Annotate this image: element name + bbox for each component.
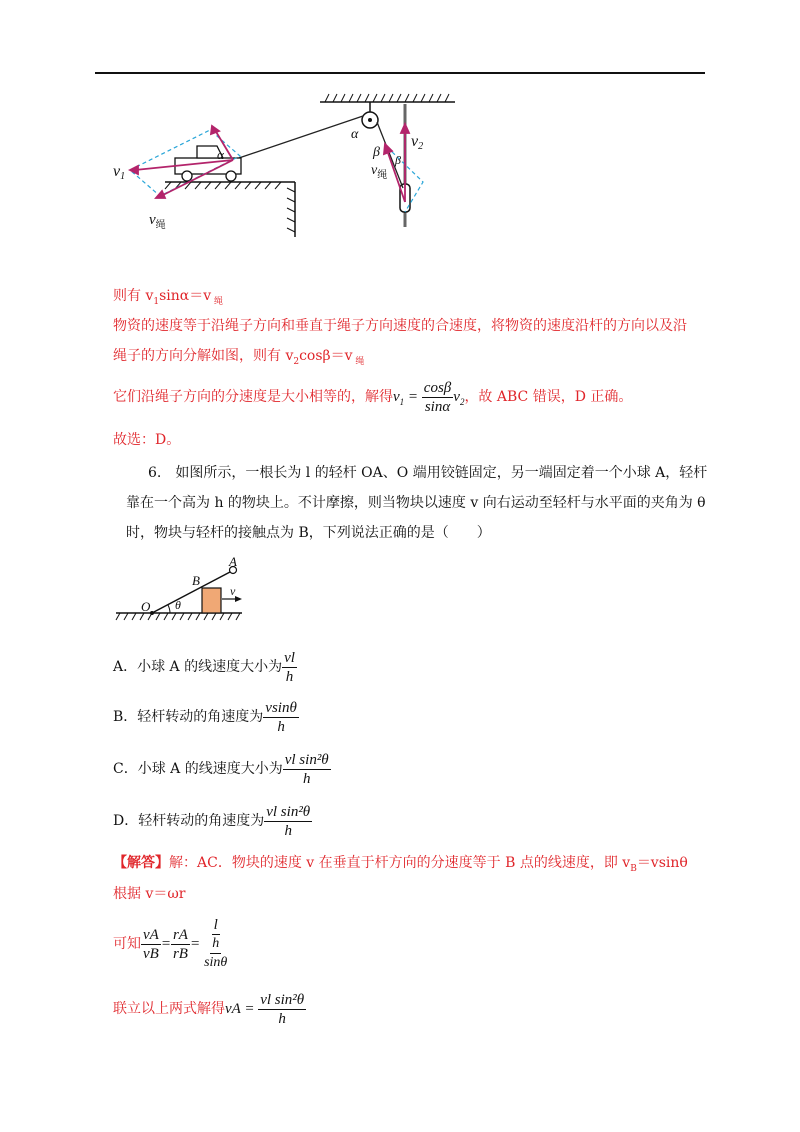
option-a[interactable]: A．小球 A 的线速度大小为 $\frac{vl}{h}$ bbox=[113, 649, 295, 685]
label-B: B bbox=[192, 573, 200, 588]
option-b[interactable]: B．轻杆转动的角速度为 $\frac{vsin\theta}{h}$ bbox=[113, 699, 297, 735]
sol5-line5: 故选：D。 bbox=[113, 432, 181, 448]
answer-line1: 【解答】解：AC．物块的速度 v 在垂直于杆方向的分速度等于 B 点的线速度，即 $v_B=vsin\theta$ bbox=[113, 855, 688, 874]
label-A: A bbox=[229, 555, 237, 569]
label-beta: β bbox=[373, 145, 380, 160]
option-c[interactable]: C．小球 A 的线速度大小为 $\frac{\text{vl sin²θ}}{h}$ bbox=[113, 751, 329, 787]
block bbox=[202, 588, 221, 613]
label-O: O bbox=[141, 599, 151, 614]
label-v2: v2 bbox=[411, 133, 424, 152]
label-alpha-truck: α bbox=[217, 147, 224, 162]
label-v1: v1 bbox=[113, 163, 126, 182]
header-rule bbox=[95, 72, 705, 74]
sol5-line2: 物资的速度等于沿绳子方向和垂直于绳子方向速度的合速度，将物资的速度沿杆的方向以及沿 bbox=[113, 318, 687, 334]
sol5-line3: 绳子的方向分解如图，则有 $v_2\cos\beta=v$ $_绳$ bbox=[113, 348, 365, 367]
label-beta2: β bbox=[395, 153, 401, 167]
label-theta: θ bbox=[175, 598, 181, 612]
label-vrope2: $v_绳$ bbox=[371, 163, 388, 181]
figure-rod-block bbox=[112, 555, 252, 625]
answer-tag: 【解答】 bbox=[113, 855, 169, 871]
q6-line2: 靠在一个高为 h 的物块上。不计摩擦，则当物块以速度 v 向右运动至轻杆与水平面的夹角为 θ bbox=[126, 495, 706, 511]
label-vrope: $v_绳$ bbox=[149, 212, 166, 231]
answer-line3: 可知 $\frac{vA}{vB}$ = $\frac{rA}{rB}$ = $\frac{l}{\frac{h}{\sin\theta}}$ bbox=[113, 917, 228, 970]
label-v: v bbox=[230, 584, 236, 598]
rope bbox=[233, 116, 363, 160]
q6-line1: 6. 如图所示，一根长为 l 的轻杆 OA、O 端用铰链固定，另一端固定着一个小球 A，轻杆 bbox=[148, 465, 708, 481]
sol5-line4: 它们沿绳子方向的分速度是大小相等的，解得$v_1$ = $\frac{\cos\beta}{\sin\alpha}$ $v_2$，故 ABC 错误，D 正确。 bbox=[113, 379, 633, 415]
q6-line3: 时，物块与轻杆的接触点为 B，下列说法正确的是（ ） bbox=[126, 525, 491, 541]
option-d[interactable]: D．轻杆转动的角速度为 $\frac{\text{vl sin²θ}}{h}$ bbox=[113, 803, 311, 839]
figure-truck-pulley bbox=[105, 92, 465, 242]
answer-line2: 根据 v＝ωr bbox=[113, 886, 186, 902]
answer-line4: 联立以上两式解得vA = $\frac{\text{vl sin²θ}}{h}$ bbox=[113, 991, 305, 1027]
label-alpha: α bbox=[351, 127, 359, 142]
truck bbox=[175, 146, 241, 181]
sol5-line1: 则有 $v_1\sin\alpha=v$ $_绳$ bbox=[113, 288, 224, 307]
